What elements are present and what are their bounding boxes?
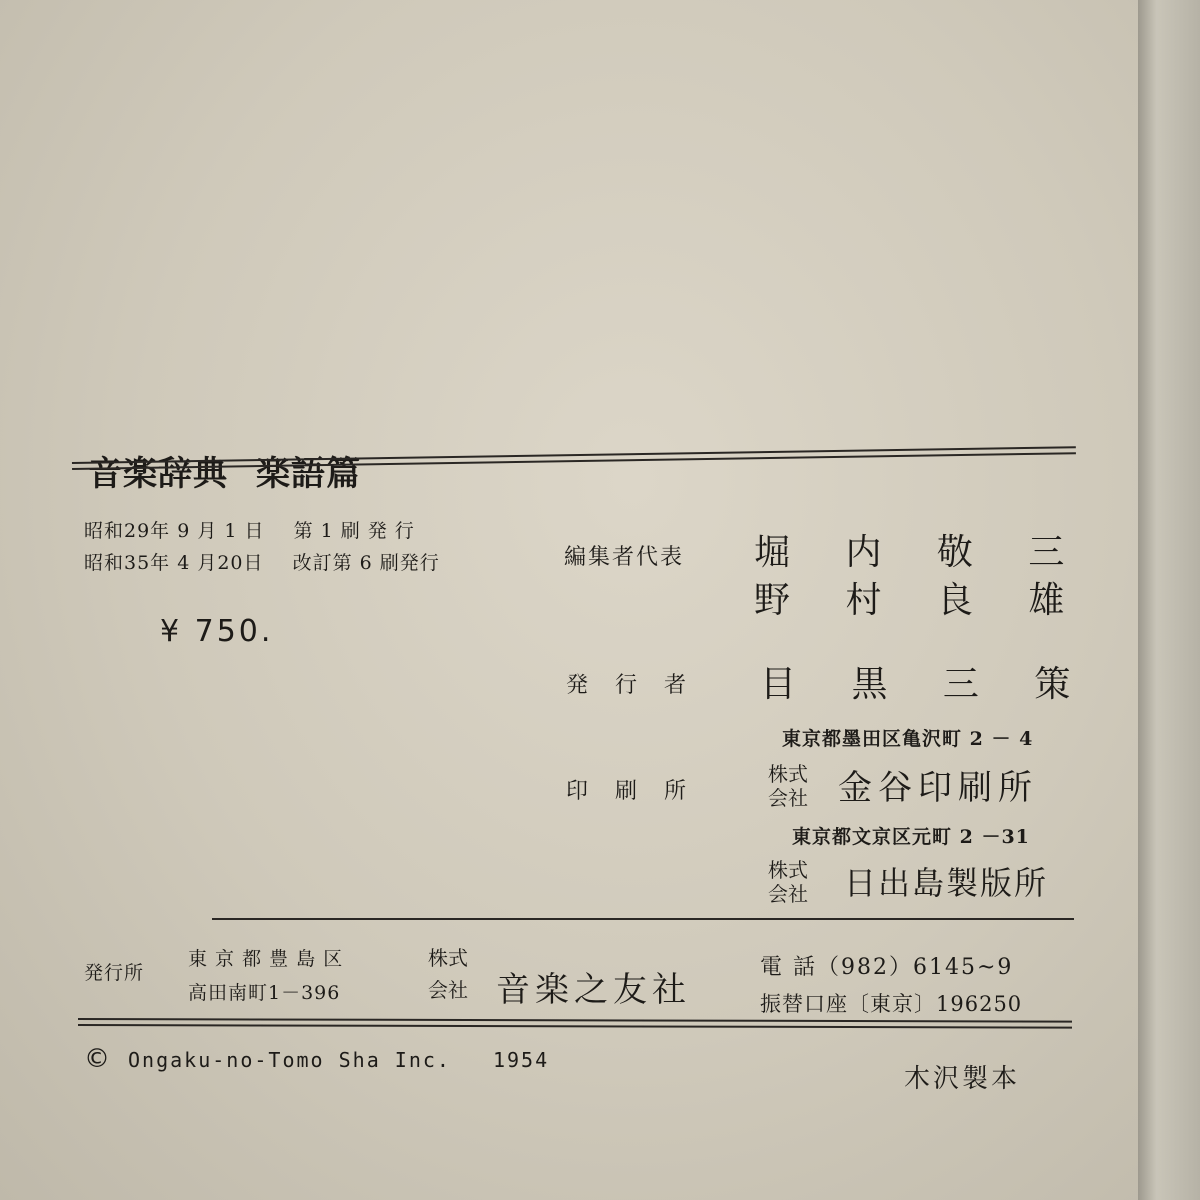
- edition-1: [84, 516, 415, 543]
- edition-2-note: 改訂第 6 刷発行: [292, 552, 440, 574]
- printer-role: 印 刷 所: [566, 779, 696, 804]
- publishing-house-corp-tag-2: 会社: [428, 978, 468, 1002]
- plate-maker-name: 日出島製版所: [844, 864, 1049, 902]
- publisher-role: 発 行 者: [566, 673, 696, 698]
- copyright-year: 1954: [492, 1048, 550, 1072]
- publishing-house-address-1: 東 京 都 豊 島 区: [188, 948, 344, 970]
- publishing-house-corp-tag: [428, 946, 468, 1002]
- printer-address: 東京都墨田区亀沢町 2 － 4: [782, 728, 1034, 750]
- publishing-house-phone: 電 話（982）6145~9: [760, 955, 1014, 980]
- editor-role: 編集者代表: [564, 545, 685, 570]
- edition-1-note: 第 1 刷 発 行: [293, 520, 415, 542]
- plate-maker-corp-tag-1: 株式: [768, 858, 808, 882]
- plate-maker-address: 東京都文京区元町 2 －31: [792, 826, 1030, 848]
- edition-2: [84, 548, 440, 575]
- publishing-house-transfer: 振替口座〔東京〕196250: [760, 992, 1023, 1016]
- editor-name-2: 野 村 良 雄: [754, 580, 1087, 621]
- printer-corp-tag-2: 会社: [768, 786, 808, 810]
- publisher-top-rule: [212, 918, 1074, 920]
- printer-corp-tag-1: 株式: [768, 762, 808, 786]
- copyright-symbol: ©: [84, 1044, 110, 1074]
- plate-maker-corp-tag: [768, 858, 808, 906]
- publishing-house-corp-tag-1: 株式: [428, 946, 468, 970]
- publishing-house-label: 発行所: [84, 962, 145, 984]
- edition-1-date: 昭和29年 9 月 1 日: [84, 520, 265, 542]
- copyright-line: [84, 1044, 549, 1074]
- plate-maker-corp-tag-2: 会社: [768, 882, 808, 906]
- book-gutter: [1138, 0, 1200, 1200]
- printer-name: 金谷印刷所: [838, 768, 1038, 808]
- publishing-house-name: 音楽之友社: [496, 970, 691, 1010]
- binder: 木沢製本: [904, 1064, 1021, 1094]
- edition-2-date: 昭和35年 4 月20日: [84, 552, 264, 574]
- book-subtitle: 楽語篇: [256, 454, 361, 494]
- publisher-name: 目 黒 三 策: [760, 664, 1093, 705]
- printer-corp-tag: [768, 762, 808, 810]
- book-title: 音楽辞典: [88, 454, 228, 494]
- editor-name-1: 堀 内 敬 三: [754, 532, 1087, 573]
- publishing-house-address-2: 高田南町1－396: [188, 982, 341, 1004]
- price: ¥ 750.: [160, 614, 274, 649]
- book-title-line: [88, 446, 361, 495]
- copyright-holder: Ongaku-no-Tomo Sha Inc.: [128, 1048, 451, 1072]
